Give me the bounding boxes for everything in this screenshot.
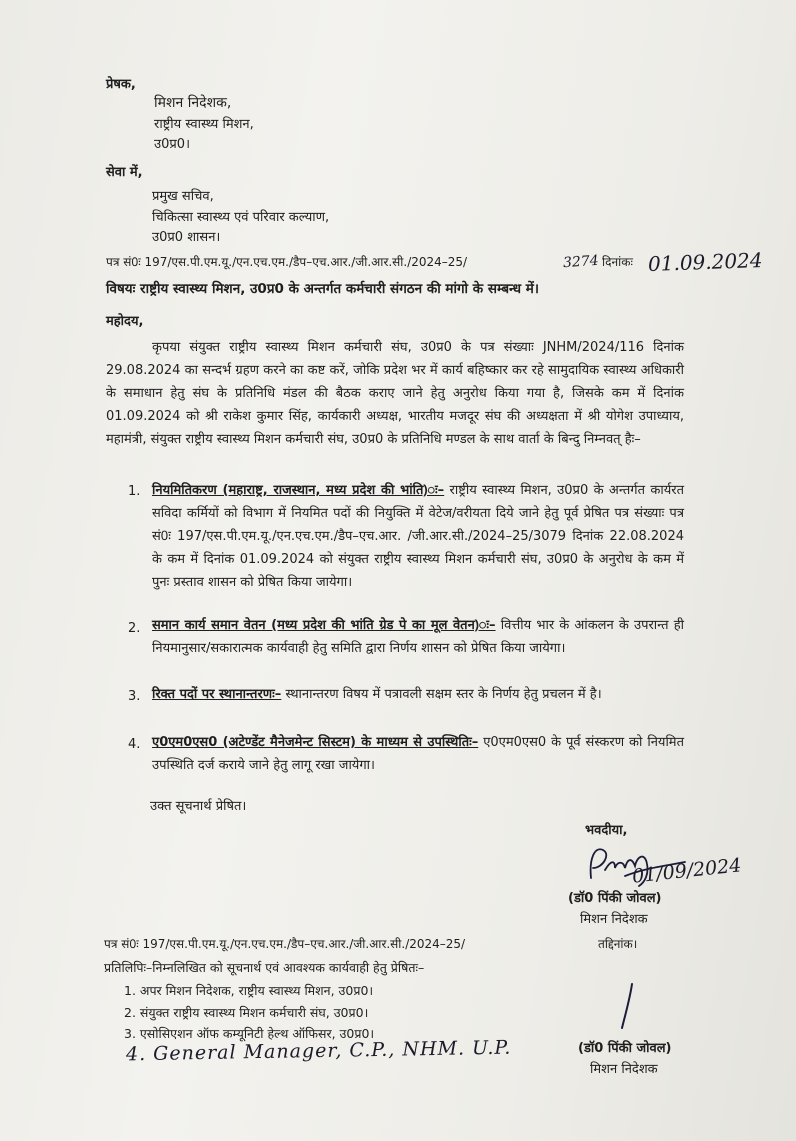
copy-item-2: 2. संयुक्त राष्ट्रीय स्वास्थ्य मिशन कर्मचारी संघ, उ0प्र0। bbox=[124, 1005, 369, 1020]
copy-item-4-handwritten: 4. General Manager, C.P., NHM. U.P. bbox=[125, 1036, 512, 1066]
sender-state: उ0प्र0। bbox=[154, 137, 190, 152]
copy-reference-number: पत्र सं0ः 197/एस.पी.एम.यू./एन.एच.एम./डैप–एच.आर./जी.आर.सी./2024–25/ bbox=[104, 937, 466, 951]
sender-label: प्रेषक, bbox=[106, 77, 136, 92]
copy-item-3: 3. एसोसिएशन ऑफ कम्यूनिटी हेल्थ ऑफिसर, उ0प्र0। bbox=[124, 1026, 375, 1041]
point-4-number: 4. bbox=[128, 737, 141, 752]
recipient-label: सेवा में, bbox=[106, 165, 143, 180]
point-1-heading: नियमितिकरण (महाराष्ट्र, राजस्थान, मध्य प्रदेश की भांति)ः– bbox=[152, 483, 445, 498]
reference-date-label: दिनांकः bbox=[602, 255, 633, 269]
recipient-designation: प्रमुख सचिव, bbox=[152, 189, 214, 204]
point-2-number: 2. bbox=[128, 621, 141, 636]
point-4-heading: ए0एम0एस0 (अटेण्डेंट मैनेजमेन्ट सिस्टम) के माध्यम से उपस्थितिः– bbox=[152, 735, 479, 750]
yours-faithfully: भवदीया, bbox=[585, 823, 628, 838]
handwritten-reference-date: 01.09.2024 bbox=[647, 248, 763, 276]
point-4 bbox=[152, 731, 684, 777]
initial-stroke bbox=[610, 982, 640, 1032]
point-3-heading: रिक्त पदों पर स्थानान्तरणः– bbox=[152, 687, 282, 702]
copy-signatory-name: (डॉ0 पिंकी जोवल) bbox=[578, 1041, 672, 1056]
recipient-department: चिकित्सा स्वास्थ्य एवं परिवार कल्याण, bbox=[152, 210, 330, 225]
point-2-text: वित्तीय भार के आंकलन के उपरान्त ही नियमानुसार/सकारात्मक कार्यवाही हेतु समिति द्वारा निर्णय शासन को प्रेषित किया जायेगा। bbox=[152, 618, 684, 656]
signatory-name: (डॉ0 पिंकी जोवल) bbox=[568, 891, 662, 906]
salutation: महोदय, bbox=[106, 314, 144, 329]
point-1-text: राष्ट्रीय स्वास्थ्य मिशन, उ0प्र0 के अन्तर्गत कार्यरत सविदा कर्मियों को विभाग में नियमित पदों की नियुक्ति में वेटेज/वरीयता दिये जाने हेतु पूर्व प्रेषित पत्र संख्याः पत्र सं0ः 197/एस.पी.एम.यू./एन.एच.एम./डैप–एच.आर. /जी.आर.सी./2024–25/3079 दिनांक 22.08.2024 के कम में दिनांक 01.09.2024 को संयुक्त राष्ट्रीय स्वास्थ्य मिशन कर्मचारी संघ, उ0प्र0 के अनुरोध के कम में पुनः प्रस्ताव शासन को प्रेषित किया जायेगा। bbox=[152, 483, 684, 590]
copy-item-1: 1. अपर मिशन निदेशक, राष्ट्रीय स्वास्थ्य मिशन, उ0प्र0। bbox=[124, 983, 374, 998]
point-3-number: 3. bbox=[128, 689, 141, 704]
point-2 bbox=[152, 614, 684, 660]
body-paragraph: कृपया संयुक्त राष्ट्रीय स्वास्थ्य मिशन कर्मचारी संघ, उ0प्र0 के पत्र संख्याः JNHM/2024/116 दिनांक 29.08.2024 का सन्दर्भ ग्रहण करने का कष्ट करें, जोकि प्रदेश भर में कार्य बहिष्कार कर रहे सामुदायिक स्वास्थ्य अधिकारी के समाधान हेतु संघ के प्रतिनिधि मंडल की बैठक कराए जाने हेतु अनुरोध किया गया है, जिसके कम में दिनांक 01.09.2024 को श्री राकेश कुमार सिंह, कार्यकारी अध्यक्ष, भारतीय मजदूर संघ की अध्यक्षता में श्री योगेश उपाध्याय, महामंत्री, संयुक्त राष्ट्रीय स्वास्थ्य मिशन कर्मचारी संघ, उ0प्र0 के प्रतिनिधि मण्डल के साथ वार्ता के बिन्दु निम्नवत् हैः– bbox=[106, 340, 684, 447]
sender-organisation: राष्ट्रीय स्वास्थ्य मिशन, bbox=[154, 117, 254, 132]
copy-intro: प्रतिलिपिः–निम्नलिखित को सूचनार्थ एवं आवश्यक कार्यवाही हेतु प्रेषितः– bbox=[104, 960, 425, 975]
sender-designation: मिशन निदेशक, bbox=[154, 95, 232, 111]
handwritten-signature-date: 01/09/2024 bbox=[631, 854, 743, 888]
handwritten-dispatch-number: 3274 bbox=[562, 252, 600, 272]
reference-number: पत्र सं0ः 197/एस.पी.एम.यू./एन.एच.एम./डैप–एच.आर./जी.आर.सी./2024–25/ bbox=[106, 255, 468, 269]
closing-line: उक्त सूचनार्थ प्रेषित। bbox=[150, 799, 247, 814]
subject-line: विषयः राष्ट्रीय स्वास्थ्य मिशन, उ0प्र0 के अन्तर्गत कर्मचारी संगठन की मांगो के सम्बन्ध में। bbox=[106, 281, 539, 297]
point-3-text: स्थानान्तरण विषय में पत्रावली सक्षम स्तर के निर्णय हेतु प्रचलन में है। bbox=[285, 687, 602, 702]
point-4-text: ए0एम0एस0 के पूर्व संस्करण को नियमित उपस्थिति दर्ज कराये जाने हेतु लागू रखा जायेगा। bbox=[152, 735, 684, 773]
recipient-government: उ0प्र0 शासन। bbox=[152, 230, 221, 245]
point-2-heading: समान कार्य समान वेतन (मध्य प्रदेश की भांति ग्रेड पे का मूल वेतन)ः– bbox=[152, 618, 496, 633]
copy-date: तद्दिनांक। bbox=[598, 937, 638, 951]
point-1 bbox=[152, 479, 684, 594]
copy-signatory-designation: मिशन निदेशक bbox=[590, 1062, 658, 1077]
signatory-designation: मिशन निदेशक bbox=[580, 912, 648, 927]
point-3 bbox=[152, 683, 684, 706]
point-1-number: 1. bbox=[128, 484, 141, 499]
